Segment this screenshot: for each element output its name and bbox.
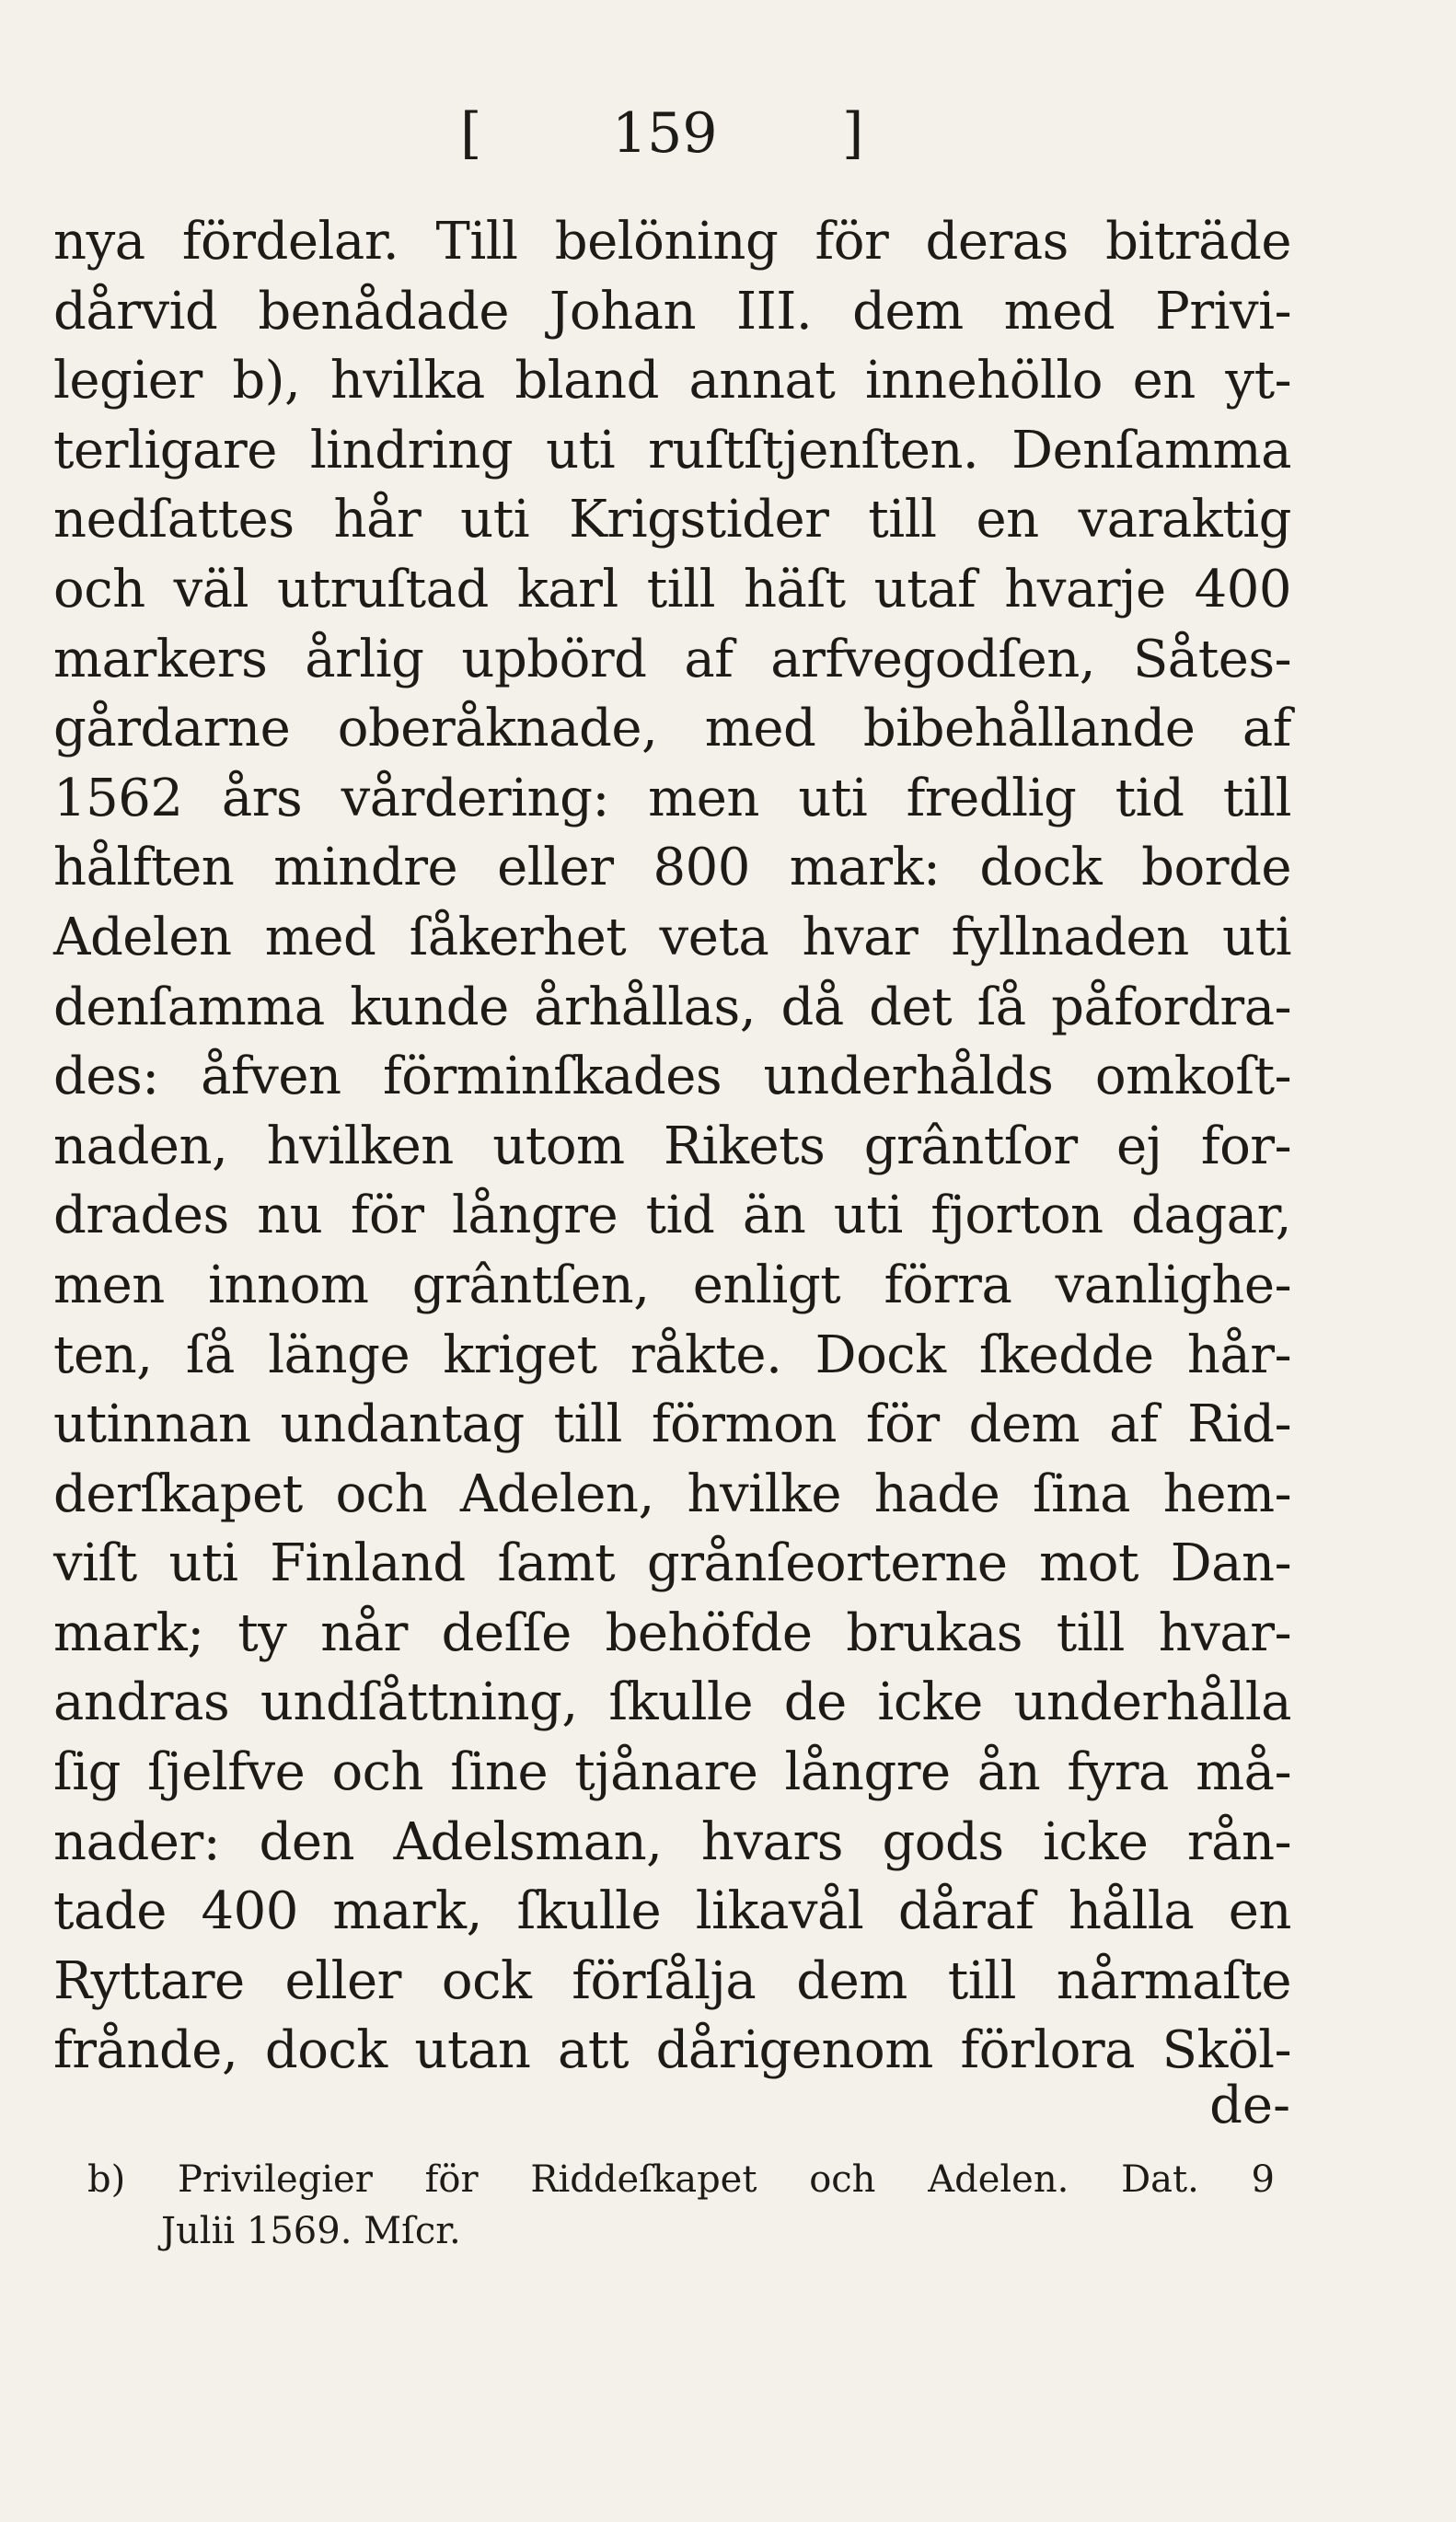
- footnote-line: b) Privilegier för Riddeſkapet och Adelen. Dat. 9: [87, 2158, 1275, 2201]
- text-line: terligare lindring uti ruſtſtjenſten. Denſamma: [53, 420, 1291, 480]
- text-line: tade 400 mark, ſkulle likavål dåraf hålla en: [53, 1881, 1291, 1942]
- catchword: de-: [1209, 2076, 1290, 2135]
- text-line: nedſattes hår uti Krigstider till en varaktig: [53, 490, 1291, 550]
- text-line: denſamma kunde århållas, då det ſå påfordra-: [53, 977, 1291, 1037]
- text-line: markers årlig upbörd af arfvegodſen, Såtes-: [53, 629, 1291, 689]
- text-line: men innom grântſen, enligt förra vanlighe-: [53, 1255, 1291, 1315]
- header-bracket-left: [: [460, 101, 482, 166]
- text-line: drades nu för långre tid än uti fjorton dagar,: [53, 1186, 1291, 1246]
- text-line: gårdarne oberåknade, med bibehållande af: [53, 699, 1291, 759]
- footnote: [87, 2154, 1284, 2257]
- text-line: nya fördelar. Till belöning för deras biträde: [53, 212, 1291, 272]
- text-line: hålften mindre eller 800 mark: dock borde: [53, 838, 1291, 898]
- text-line: ſig ſjelfve och ſine tjånare långre ån fyra må-: [53, 1742, 1291, 1803]
- text-line: och väl utruſtad karl till häſt utaf hvarje 400: [53, 559, 1291, 619]
- text-line: andras undſåttning, ſkulle de icke underhålla: [53, 1672, 1291, 1733]
- body-text: [53, 207, 1291, 2086]
- text-line: utinnan undantag till förmon för dem af Rid-: [53, 1394, 1291, 1455]
- text-line: derſkapet och Adelen, hvilke hade ſina hem-: [53, 1463, 1291, 1524]
- text-line: dårvid benådade Johan III. dem med Privi-: [53, 281, 1291, 341]
- text-line: nader: den Adelsman, hvars gods icke rån-: [53, 1811, 1291, 1872]
- text-line: des: åfven förminſkades underhålds omkoſt-: [53, 1047, 1291, 1107]
- text-line: mark; ty når deſſe behöfde brukas till hvar-: [53, 1602, 1291, 1663]
- text-line: Adelen med ſåkerhet veta hvar fyllnaden uti: [53, 907, 1291, 967]
- page-number: 159: [612, 101, 718, 166]
- footnote-line: Julii 1569. Mſcr.: [161, 2210, 461, 2252]
- text-line: legier b), hvilka bland annat innehöllo en yt-: [53, 351, 1291, 411]
- text-line: 1562 års vårdering: men uti fredlig tid till: [53, 768, 1291, 828]
- text-line: frånde, dock utan att dårigenom förlora Sköl-: [53, 2020, 1291, 2081]
- text-line: naden, hvilken utom Rikets grântſor ej for-: [53, 1116, 1291, 1176]
- running-head: [460, 97, 902, 170]
- text-line: viſt uti Finland ſamt grånſeorterne mot Dan-: [53, 1533, 1291, 1594]
- text-line: Ryttare eller ock förſålja dem till nårmaſte: [53, 1950, 1291, 2011]
- header-bracket-right: ]: [842, 101, 864, 166]
- text-line: ten, ſå länge kriget råkte. Dock ſkedde hår-: [53, 1325, 1291, 1385]
